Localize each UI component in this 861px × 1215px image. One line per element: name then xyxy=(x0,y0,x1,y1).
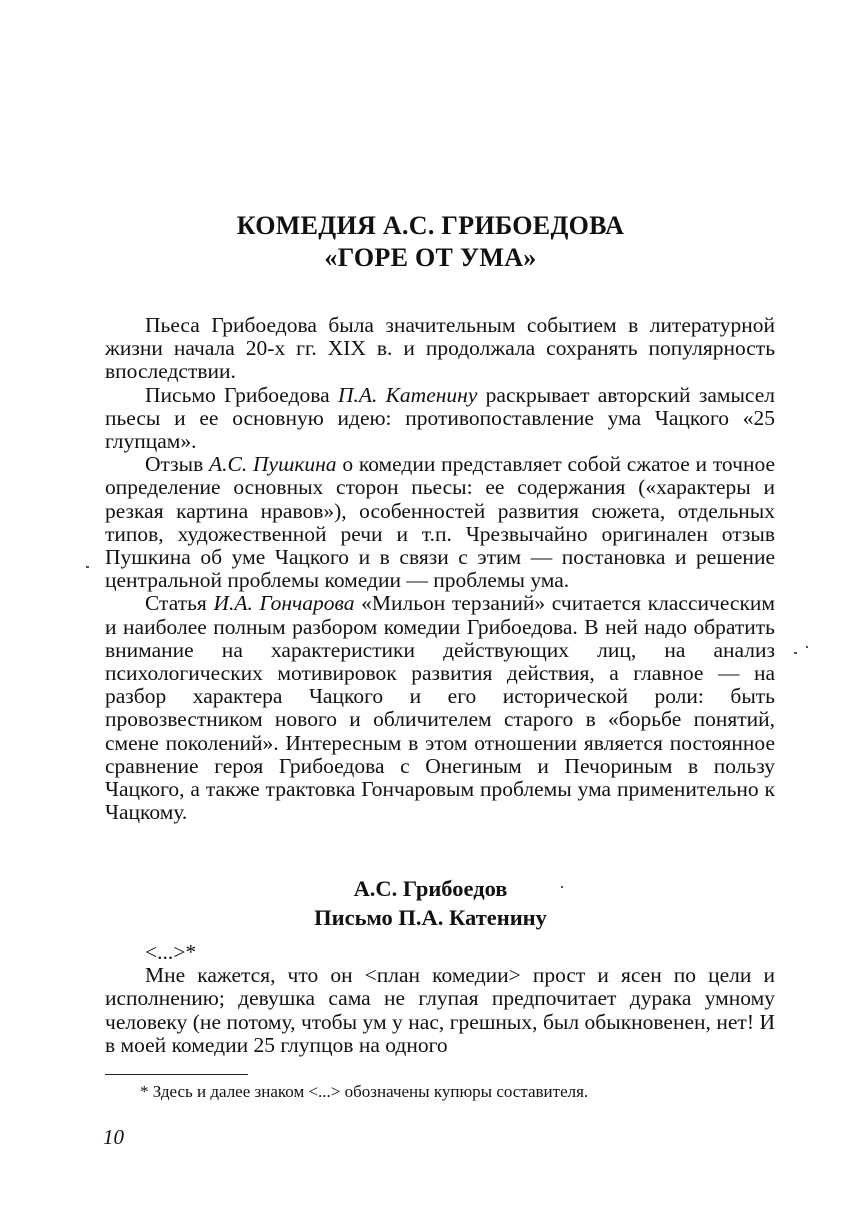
footnote-divider xyxy=(105,1074,248,1075)
paragraph-text: Письмо Грибоедова xyxy=(145,382,338,407)
footnote: * Здесь и далее знаком <...> обозначены купюры составителя. xyxy=(140,1082,589,1101)
paragraph-text: Отзыв xyxy=(145,452,210,477)
scan-speck xyxy=(561,886,563,888)
omission-mark: <...>* xyxy=(145,940,197,964)
section-heading: Письмо П.А. Катенину xyxy=(314,905,547,930)
chapter-title-line-1: КОМЕДИЯ А.С. ГРИБОЕДОВА xyxy=(236,211,625,240)
person-name: А.С. Пушкина xyxy=(209,452,337,477)
letter-text xyxy=(105,941,775,1057)
section-author: А.С. Грибоедов xyxy=(353,876,508,901)
paragraph-text: Статья xyxy=(145,591,214,616)
person-name: И.А. Гончарова xyxy=(213,591,355,616)
paragraph xyxy=(105,592,775,824)
page-number: 10 xyxy=(103,1125,124,1149)
paragraph xyxy=(105,453,775,592)
paragraph-text: раскрывает авторский замысел пьесы и ее основную идею: противопоставление ума Чацкого «25 глупцам». xyxy=(105,382,775,454)
scan-speck xyxy=(794,652,797,654)
intro-text xyxy=(105,314,775,824)
paragraph-text: «Мильон терзаний» считается классическим и наиболее полным разбором комедии Грибоедова. В ней надо обратить внимание на характеристики действующих лиц, на анализ психологических мотивировок развития действия, а главное — на разбор характера Чацкого и его исторической роли: быть провозвестником нового и обличителем старого в «борьбе понятий, смене поколений». Интересным в этом отношении является постоянное сравнение героя Грибоедова с Онегиным и Печориным в пользу Чацкого, а также трактовка Гончаровым проблемы ума применительно к Чацкому. xyxy=(105,591,776,825)
chapter-title-line-2: «ГОРЕ ОТ УМА» xyxy=(324,243,537,272)
paragraph: Пьеса Грибоедова была значительным событием в литературной жизни начала 20-х гг. XIX в. и продолжала сохранять популярность впоследствии. xyxy=(105,313,775,384)
person-name: П.А. Катенину xyxy=(337,382,478,407)
scan-speck xyxy=(86,566,89,568)
scan-speck xyxy=(806,646,808,648)
paragraph: Мне кажется, что он <план комедии> прост и ясен по цели и исполнению; девушка сама не глупая предпочитает дурака умному человеку (не потому, чтобы ум у нас, грешных, был обыкновенен, нет! И в моей комедии 25 глупцов на одного xyxy=(105,963,775,1057)
paragraph-text: о комедии представляет собой сжатое и точное определение основных сторон пьесы: ее содержания («характеры и резкая картина нравов»), особенностей развития сюжета, отдельных типов, художественной речи и т.п. Чрезвычайно оригинален отзыв Пушкина об уме Чацкого и в связи с этим — постановка и решение центральной проблемы комедии — проблемы ума. xyxy=(105,452,776,593)
paragraph xyxy=(105,384,775,454)
